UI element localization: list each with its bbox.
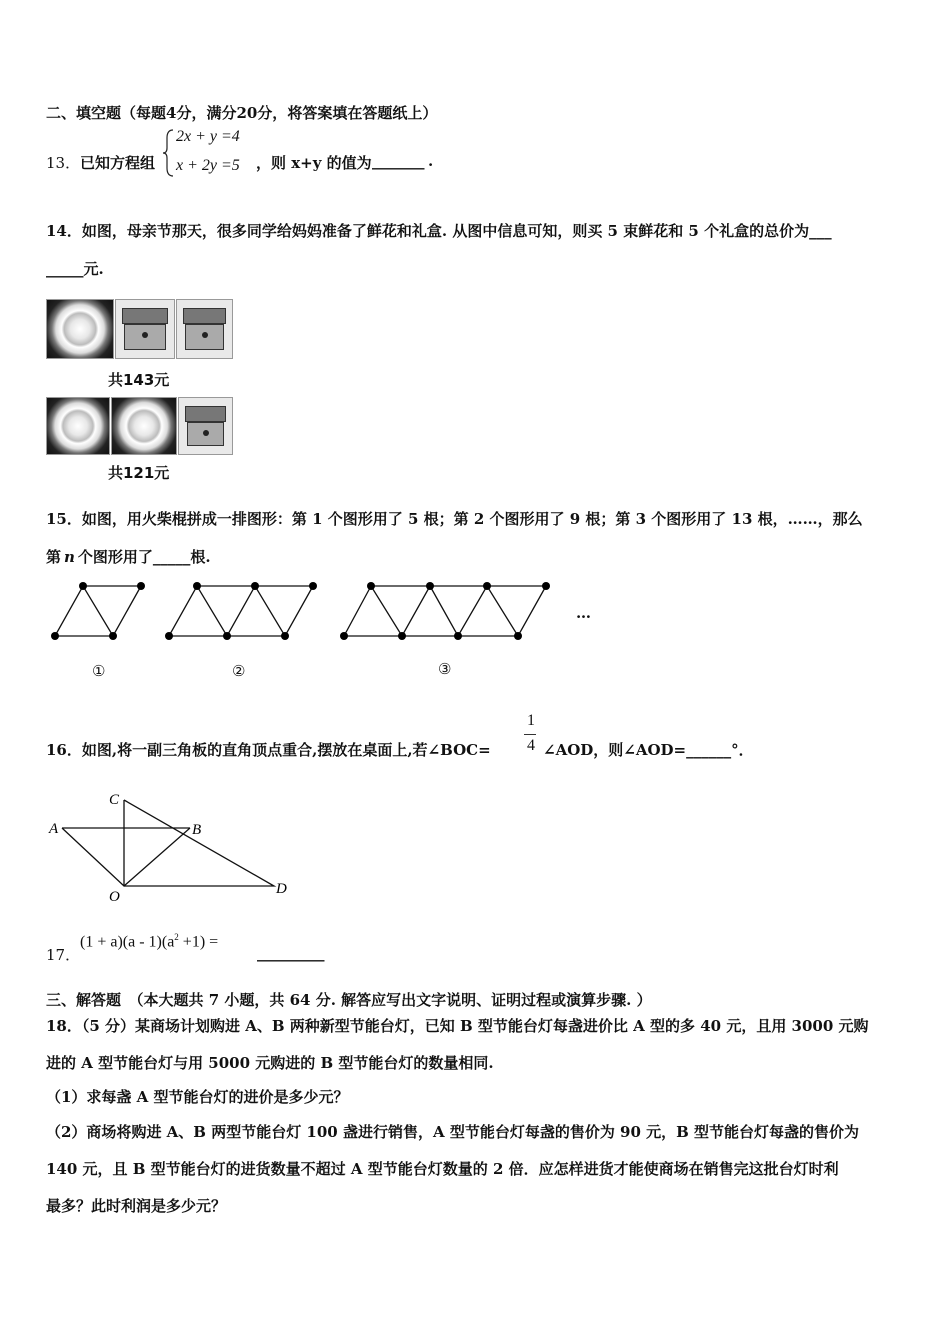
q16-prefix: 16．如图,将一副三角板的直角顶点重合,摆放在桌面上,若∠BOC= <box>46 741 491 759</box>
q13-equation-2: x + 2y =5 <box>176 157 240 174</box>
point-label-O: O <box>109 889 120 905</box>
q16-suffix: ∠AOD，则∠AOD=______°． <box>543 741 754 759</box>
flower-image <box>46 397 110 455</box>
q18-part-2-line-1: （2）商场将购进 A、B 两型节能台灯 100 盏进行销售，A 型节能台灯每盏的售价为 90 元，B 型节能台灯每盏的售价为 <box>46 1123 860 1141</box>
gift-box-image <box>178 397 233 455</box>
q14-caption-1: 共143元 <box>108 371 170 389</box>
q14-line-1: 14．如图，母亲节那天，很多同学给妈妈准备了鲜花和礼盒. 从图中信息可知，则买 5 束鲜花和 5 个礼盒的总价为___ <box>46 222 832 240</box>
q18-line-2: 进的 A 型节能台灯与用 5000 元购进的 B 型节能台灯的数量相同. <box>46 1054 494 1072</box>
section-3-title: 三、解答题 （本大题共 7 小题，共 64 分. 解答应写出文字说明、证明过程或演算步骤. ） <box>46 991 652 1009</box>
q17-expression <box>80 932 218 951</box>
triangle-set-diagram <box>40 786 300 906</box>
figure-label-2: ② <box>232 662 246 680</box>
q17-expression-main: (1 + a)(a - 1)(a <box>80 933 175 951</box>
q13-left-brace <box>162 128 176 178</box>
figure-label-3: ③ <box>438 660 452 678</box>
q13-number: 13． <box>46 154 81 172</box>
q16-fraction-bar <box>524 734 536 735</box>
q13-prefix: 已知方程组 <box>80 154 156 172</box>
flower-image <box>46 299 114 359</box>
q13-end: . <box>428 152 434 170</box>
figure-label-1: ① <box>92 662 106 680</box>
gift-box-image <box>115 299 175 359</box>
q17-exponent: 2 <box>174 932 179 942</box>
q18-part-1: （1）求每盏 A 型节能台灯的进价是多少元？ <box>46 1088 349 1106</box>
q15-line-1: 15．如图，用火柴棍拼成一排图形：第 1 个图形用了 5 根；第 2 个图形用了 9 根；第 3 个图形用了 13 根，……，那么 <box>46 510 863 528</box>
q14-line-2: _____元. <box>46 260 104 278</box>
q16-fraction-denominator: 4 <box>527 737 535 754</box>
point-label-C: C <box>109 792 120 808</box>
q18-line-1: 18．（5 分）某商场计划购进 A、B 两种新型节能台灯，已知 B 型节能台灯每盏进价比 A 型的多 40 元，且用 3000 元购 <box>46 1017 869 1035</box>
q13-equation-1: 2x + y =4 <box>176 128 240 145</box>
point-label-D: D <box>276 881 287 897</box>
section-2-title: 二、填空题（每题4分，满分20分，将答案填在答题纸上） <box>46 104 438 122</box>
q14-caption-2: 共121元 <box>108 464 170 482</box>
q15-line-2-prefix: 第 <box>46 548 62 566</box>
point-label-A: A <box>49 821 59 837</box>
q18-part-2-line-3: 最多？此时利润是多少元？ <box>46 1197 227 1215</box>
matchstick-figures <box>40 576 600 686</box>
gift-box-image <box>176 299 233 359</box>
q15-line-2-suffix: 个图形用了_____根. <box>77 548 211 566</box>
point-label-B: B <box>192 822 202 838</box>
q13-answer-blank: _______ <box>372 152 425 170</box>
sequence-ellipsis: … <box>576 604 591 622</box>
q15-variable-n: n <box>64 548 75 566</box>
q17-answer-blank: _________ <box>257 944 325 962</box>
q13-suffix: ，则 x+y 的值为 <box>256 154 372 172</box>
q15-line-2 <box>46 546 211 567</box>
q18-part-2-line-2: 140 元，且 B 型节能台灯的进货数量不超过 A 型节能台灯数量的 2 倍．应怎样进货才能使商场在销售完这批台灯时利 <box>46 1160 839 1178</box>
q17-number: 17． <box>46 946 81 964</box>
flower-image <box>111 397 177 455</box>
q16-fraction-numerator: 1 <box>527 712 535 729</box>
q17-expression-end: +1) = <box>178 933 219 951</box>
